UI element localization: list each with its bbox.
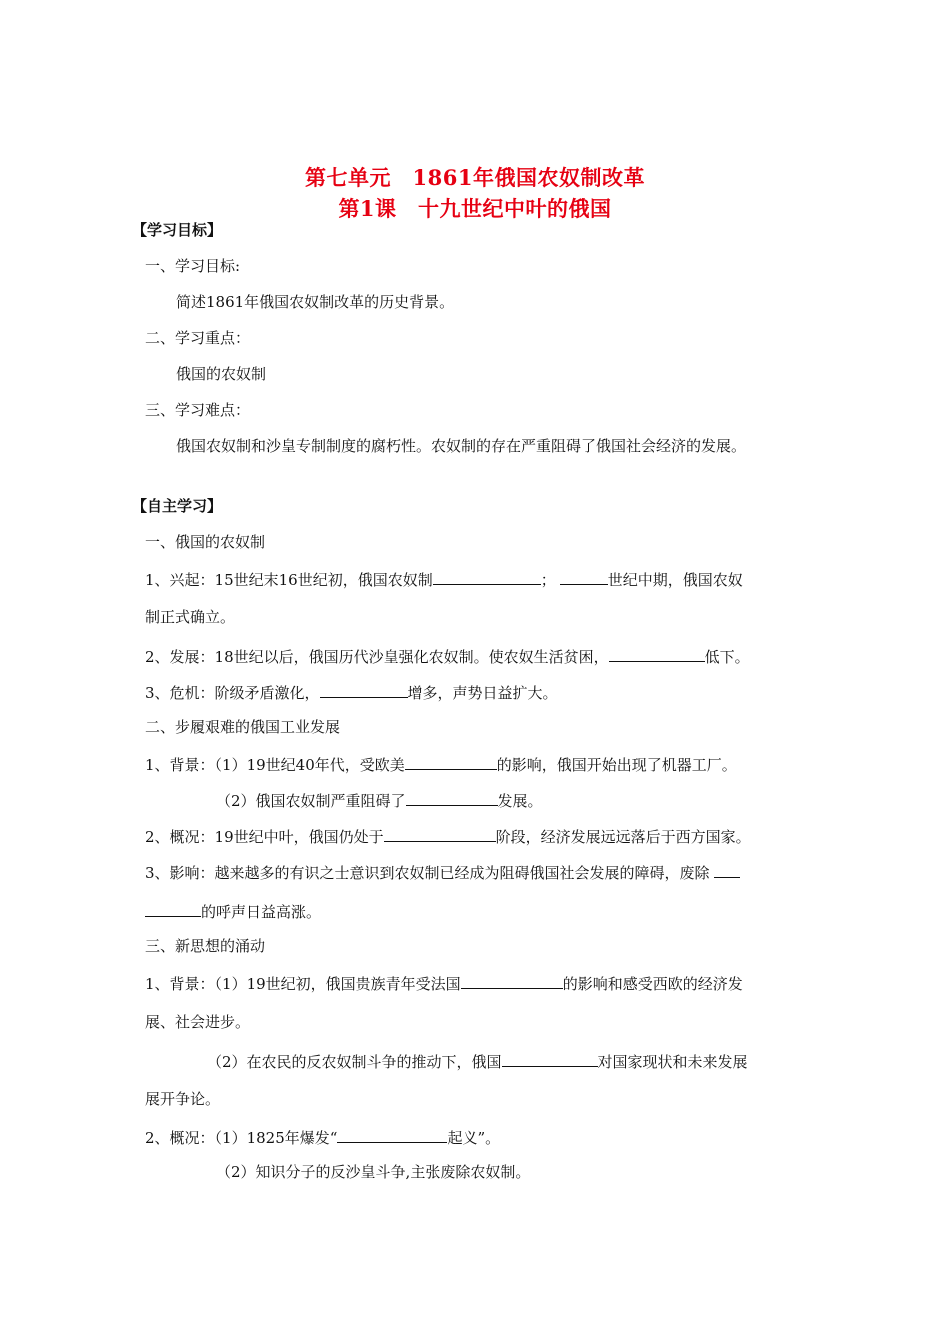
fill-blank[interactable] xyxy=(337,1126,447,1143)
objectives-text-2: 俄国的农奴制 xyxy=(176,365,267,383)
s3-item-1-sub-cont: 展开争论。 xyxy=(145,1090,221,1108)
self-study-header: 【自主学习】 xyxy=(132,497,223,515)
s2-item-3-cont: 的呼声日益高涨。 xyxy=(145,900,321,922)
s1-item-2: 2、发展：18世纪以后，俄国历代沙皇强化农奴制。使农奴生活贫困， 低下。 xyxy=(145,645,750,667)
section-2-heading: 二、步履艰难的俄国工业发展 xyxy=(145,718,341,736)
objectives-text-1: 简述1861年俄国农奴制改革的历史背景。 xyxy=(176,293,455,311)
s2-item-1: 1、背景：（1）19世纪40年代，受欧美 的影响，俄国开始出现了机器工厂。 xyxy=(145,753,737,775)
s1-item-1: 1、兴起：15世纪末16世纪初，俄国农奴制 ； 世纪中期，俄国农奴 xyxy=(145,568,743,590)
s1-item-3: 3、危机：阶级矛盾激化， 增多，声势日益扩大。 xyxy=(145,681,558,703)
section-1-heading: 一、俄国的农奴制 xyxy=(145,533,266,551)
objectives-heading-3: 三、学习难点： xyxy=(145,401,251,419)
unit-title: 第七单元 1861年俄国农奴制改革 xyxy=(305,165,645,190)
section-3-heading: 三、新思想的涌动 xyxy=(145,937,266,955)
objectives-heading-2: 二、学习重点： xyxy=(145,329,251,347)
objectives-heading-1: 一、学习目标: xyxy=(145,257,241,275)
s3-item-2-sub: （2）知识分子的反沙皇斗争,主张废除农奴制。 xyxy=(216,1163,531,1181)
fill-blank[interactable] xyxy=(433,568,541,585)
fill-blank[interactable] xyxy=(560,568,608,585)
fill-blank[interactable] xyxy=(609,645,705,662)
objectives-text-3: 俄国农奴制和沙皇专制制度的腐朽性。农奴制的存在严重阻碍了俄国社会经济的发展。 xyxy=(176,437,747,455)
fill-blank[interactable] xyxy=(714,861,740,878)
s3-item-1: 1、背景：（1）19世纪初，俄国贵族青年受法国 的影响和感受西欧的经济发 xyxy=(145,972,743,994)
s1-item-1-cont: 制正式确立。 xyxy=(145,608,236,626)
fill-blank[interactable] xyxy=(384,825,496,842)
objectives-header: 【学习目标】 xyxy=(132,221,223,239)
s3-item-1-cont: 展、社会进步。 xyxy=(145,1013,251,1031)
s3-item-1-sub: （2）在农民的反农奴制斗争的推动下，俄国 对国家现状和未来发展 xyxy=(207,1050,748,1072)
fill-blank[interactable] xyxy=(145,900,201,917)
s2-item-1-sub: （2）俄国农奴制严重阻碍了 发展。 xyxy=(216,789,543,811)
s3-item-2: 2、概况：（1）1825年爆发“ 起义”。 xyxy=(145,1126,500,1148)
s2-item-3: 3、影响：越来越多的有识之士意识到农奴制已经成为阻碍俄国社会发展的障碍，废除 xyxy=(145,861,740,883)
lesson-title: 第1课 十九世纪中叶的俄国 xyxy=(338,196,612,221)
fill-blank[interactable] xyxy=(406,789,498,806)
fill-blank[interactable] xyxy=(320,681,408,698)
fill-blank[interactable] xyxy=(502,1050,598,1067)
fill-blank[interactable] xyxy=(405,753,497,770)
fill-blank[interactable] xyxy=(461,972,563,989)
s2-item-2: 2、概况：19世纪中叶，俄国仍处于 阶段，经济发展远远落后于西方国家。 xyxy=(145,825,751,847)
